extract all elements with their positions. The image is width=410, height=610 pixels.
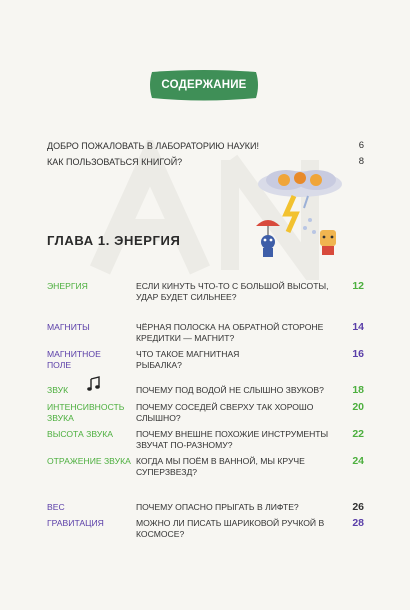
page-weight: 26 xyxy=(352,501,364,513)
page-magnetic-field: 16 xyxy=(352,348,364,360)
page-sound-reflection: 24 xyxy=(352,455,364,467)
topic-magnetic-field[interactable]: МАГНИТНОЕ ПОЛЕ xyxy=(47,349,101,370)
cloud-lightning-illustration xyxy=(250,168,350,260)
intro-welcome-page: 6 xyxy=(358,140,364,151)
page-sound-intensity: 20 xyxy=(352,401,364,413)
question-magnets[interactable]: ЧЁРНАЯ ПОЛОСКА НА ОБРАТНОЙ СТОРОНЕ КРЕДИТКИ — МАГНИТ? xyxy=(136,322,324,343)
page-pitch: 22 xyxy=(352,428,364,440)
question-weight[interactable]: ПОЧЕМУ ОПАСНО ПРЫГАТЬ В ЛИФТЕ? xyxy=(136,502,299,512)
intro-how-to-use[interactable]: КАК ПОЛЬЗОВАТЬСЯ КНИГОЙ? xyxy=(47,157,183,167)
intro-how-to-use-page: 8 xyxy=(358,156,364,167)
question-pitch[interactable]: ПОЧЕМУ ВНЕШНЕ ПОХОЖИЕ ИНСТРУМЕНТЫ ЗВУЧАТ ПО-РАЗНОМУ? xyxy=(136,429,329,450)
page-gravity: 28 xyxy=(352,517,364,529)
chapter-title: ГЛАВА 1. ЭНЕРГИЯ xyxy=(47,233,181,248)
topic-sound[interactable]: ЗВУК xyxy=(47,385,69,395)
page-magnets: 14 xyxy=(352,321,364,333)
question-energy[interactable]: ЕСЛИ КИНУТЬ ЧТО-ТО С БОЛЬШОЙ ВЫСОТЫ, УДАР БУДЕТ СИЛЬНЕЕ? xyxy=(136,281,329,302)
question-magnetic-field[interactable]: ЧТО ТАКОЕ МАГНИТНАЯ РЫБАЛКА? xyxy=(136,349,240,370)
topic-sound-intensity[interactable]: ИНТЕНСИВНОСТЬ ЗВУКА xyxy=(47,402,125,423)
music-note-icon xyxy=(86,376,102,392)
topic-magnets[interactable]: МАГНИТЫ xyxy=(47,322,90,332)
contents-title: СОДЕРЖАНИЕ xyxy=(161,79,247,91)
topic-weight[interactable]: ВЕС xyxy=(47,502,65,512)
intro-welcome[interactable]: ДОБРО ПОЖАЛОВАТЬ В ЛАБОРАТОРИЮ НАУКИ! xyxy=(47,141,260,151)
contents-banner xyxy=(148,70,260,104)
topic-pitch[interactable]: ВЫСОТА ЗВУКА xyxy=(47,429,113,439)
topic-sound-reflection[interactable]: ОТРАЖЕНИЕ ЗВУКА xyxy=(47,456,131,466)
question-sound-intensity[interactable]: ПОЧЕМУ СОСЕДЕЙ СВЕРХУ ТАК ХОРОШО СЛЫШНО? xyxy=(136,402,314,423)
question-sound-reflection[interactable]: КОГДА МЫ ПОЁМ В ВАННОЙ, МЫ КРУЧЕ СУПЕРЗВЕЗД? xyxy=(136,456,305,477)
question-gravity[interactable]: МОЖНО ЛИ ПИСАТЬ ШАРИКОВОЙ РУЧКОЙ В КОСМОСЕ? xyxy=(136,518,325,539)
page-sound: 18 xyxy=(352,384,364,396)
question-sound[interactable]: ПОЧЕМУ ПОД ВОДОЙ НЕ СЛЫШНО ЗВУКОВ? xyxy=(136,385,324,395)
page-energy: 12 xyxy=(352,280,364,292)
topic-gravity[interactable]: ГРАВИТАЦИЯ xyxy=(47,518,104,528)
topic-energy[interactable]: ЭНЕРГИЯ xyxy=(47,281,88,291)
